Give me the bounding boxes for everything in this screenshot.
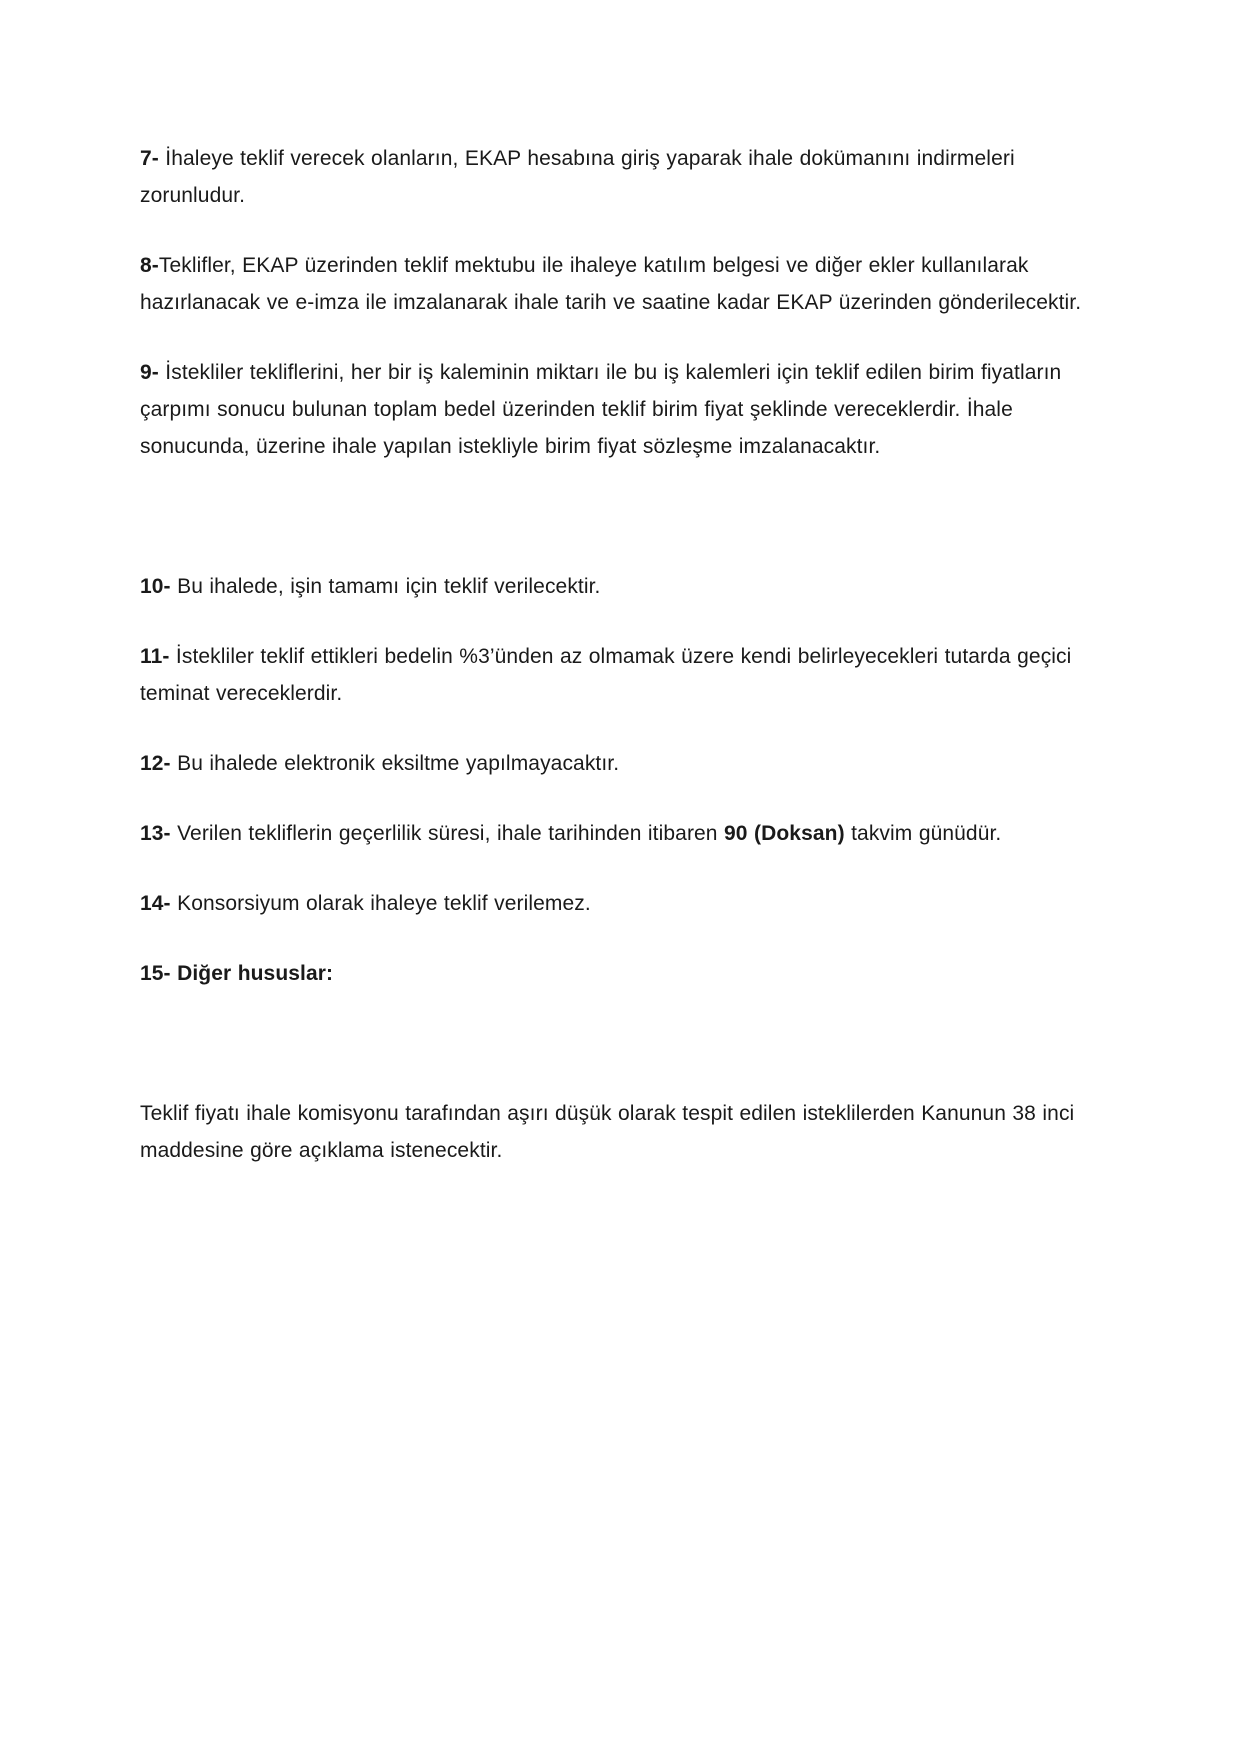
text-run: Bu ihalede elektronik eksiltme yapılmayacaktır. (170, 752, 620, 775)
text-run-bold: 11- (140, 645, 170, 668)
paragraph-item-12 (140, 745, 1100, 782)
paragraph-item-13 (140, 815, 1100, 852)
paragraph-item-7 (140, 140, 1100, 214)
text-run-bold: 15- Diğer hususlar: (140, 962, 334, 985)
text-run: Teklifler, EKAP üzerinden teklif mektubu ile ihaleye katılım belgesi ve diğer ekler kullanılarak hazırlanacak ve e-imza ile imzalanarak ihale tarih ve saatine kadar EKAP üzerinden gönderilecektir. (140, 254, 1082, 314)
text-run: İstekliler teklif ettikleri bedelin %3’ünden az olmamak üzere kendi belirleyecekleri tutarda geçici teminat vereceklerdir. (140, 645, 1072, 705)
paragraph-spacer-1 (140, 498, 1100, 535)
text-run-bold: 13- (140, 822, 171, 845)
paragraph-item-8 (140, 247, 1100, 321)
text-run: İhaleye teklif verecek olanların, EKAP hesabına giriş yaparak ihale dokümanını indirmeleri zorunludur. (140, 147, 1015, 207)
paragraph-item-15 (140, 955, 1100, 992)
paragraph-item-11 (140, 638, 1100, 712)
paragraph-item-10 (140, 568, 1100, 605)
text-run: takvim günüdür. (844, 822, 1002, 845)
text-run-bold: 9- (140, 361, 159, 384)
text-run: Bu ihalede, işin tamamı için teklif verilecektir. (170, 575, 601, 598)
text-run-bold: 10- (140, 575, 171, 598)
text-run: Konsorsiyum olarak ihaleye teklif verilemez. (170, 892, 591, 915)
paragraph-item-9 (140, 354, 1100, 465)
paragraph-closing (140, 1095, 1100, 1169)
text-run-bold: 12- (140, 752, 171, 775)
text-run: İstekliler tekliflerini, her bir iş kaleminin miktarı ile bu iş kalemleri için teklif edilen birim fiyatların çarpımı sonucu bulunan toplam bedel üzerinden teklif birim fiyat şeklinde vereceklerdir. İhale sonucunda, üzerine ihale yapılan istekliyle birim fiyat sözleşme imzalanacaktır. (140, 361, 1062, 458)
document-body (140, 140, 1100, 1169)
text-run: Teklif fiyatı ihale komisyonu tarafından aşırı düşük olarak tespit edilen isteklilerden Kanunun 38 inci maddesine göre açıklama istenecektir. (140, 1102, 1075, 1162)
text-run-bold: 7- (140, 147, 159, 170)
text-run-bold: 14- (140, 892, 171, 915)
text-run-bold: 90 (Doksan) (724, 822, 845, 845)
text-run: Verilen tekliflerin geçerlilik süresi, ihale tarihinden itibaren (170, 822, 725, 845)
paragraph-spacer-2 (140, 1025, 1100, 1062)
text-run-bold: 8- (140, 254, 159, 277)
paragraph-item-14 (140, 885, 1100, 922)
